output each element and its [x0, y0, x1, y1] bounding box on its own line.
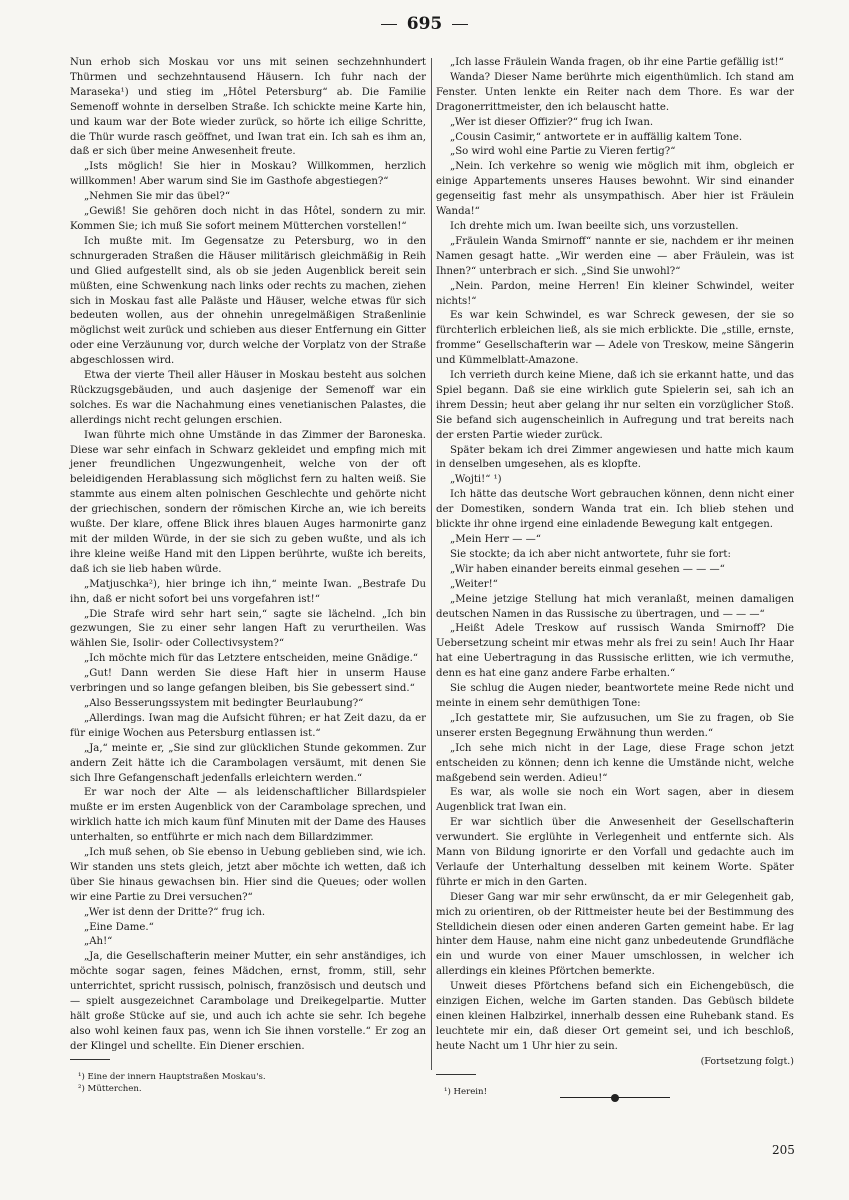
paragraph: „Nehmen Sie mir das übel?“	[84, 191, 231, 203]
end-ornament	[560, 1095, 670, 1101]
left-footnotes	[70, 1067, 426, 1095]
page-number-text: 695	[406, 14, 443, 34]
paragraph: Iwan führte mich ohne Umstände in das Zimmer der Baroneska. Diese war sehr einfach in Schwarz gekleidet und empfing mich mit jener freundlichen Ungezwungenheit, welche von der oft beleidigenden Herablassung sich möglichst fern zu halten weiß. Sie stammte aus einem alten polnischen Geschlechte und gehörte nicht der griechischen, sondern der römischen Kirche an, wie ich bereits wußte. Der klare, offene Blick ihres blauen Auges harmonirte ganz mit der milden Würde, in der sie sich zu geben wußte, und als ich ihre kleine weiße Hand mit den Lippen berührte, wußte ich bereits, daß ich sie lieb haben würde.	[70, 429, 426, 575]
paragraph: „Ich sehe mich nicht in der Lage, diese Frage schon jetzt entscheiden zu können; denn ich kenne die Umstände nicht, welche maßgebend sein werden. Adieu!“	[436, 742, 794, 784]
column-divider	[431, 58, 432, 1070]
paragraph: „Ich muß sehen, ob Sie ebenso in Uebung geblieben sind, wie ich. Wir standen uns stets gleich, jetzt aber möchte ich wetten, daß ich über Sie hinaus gewachsen bin. Hier sind die Queues; oder wollen wir eine Partie zu Drei versuchen?“	[70, 847, 426, 903]
paragraph: Ich verrieth durch keine Miene, daß ich sie erkannt hatte, und das Spiel begann. Daß sie eine wirklich gute Spielerin sei, sah ich an ihrem Dessin; heut aber gelang ihr nur selten ein vorzüglicher Stoß. Sie befand sich augenscheinlich in Aufregung und trat bereits nach der ersten Partie wieder zurück.	[436, 370, 794, 441]
paragraph: „Fräulein Wanda Smirnoff“ nannte er sie, nachdem er ihr meinen Namen gesagt hatte. „Wir werden eine — aber Fräulein, was ist Ihnen?“ unterbrach er sich. „Sind Sie unwohl?“	[436, 235, 794, 277]
sheet-number: 205	[772, 1143, 795, 1157]
continuation-note: (Fortsetzung folgt.)	[700, 1055, 794, 1067]
paragraph: „Ich möchte mich für das Letztere entscheiden, meine Gnädige.“	[84, 653, 418, 665]
paragraph: Wanda? Dieser Name berührte mich eigenthümlich. Ich stand am Fenster. Unten lenkte ein Reiter nach dem Thore. Es war der Dragonerrittmeister, den ich belauscht hatte.	[436, 71, 794, 113]
paragraph: „Cousin Casimir,“ antwortete er in auffällig kaltem Tone.	[450, 131, 743, 143]
paragraph: „Wer ist denn der Dritte?“ frug ich.	[84, 906, 266, 918]
paragraph: „Ich lasse Fräulein Wanda fragen, ob ihr eine Partie gefällig ist!“	[450, 57, 784, 68]
paragraph: Er war noch der Alte — als leidenschaftlicher Billardspieler mußte er im ersten Augenblick von der Carambolage sprechen, und wirklich hatte ich mich kaum fünf Minuten mit der Dame des Hauses unterhalten, so entführte er mich nach dem Billardzimmer.	[70, 787, 426, 844]
paragraph: „Die Strafe wird sehr hart sein,“ sagte sie lächelnd. „Ich bin gezwungen, Sie zu einer sehr langen Haft zu verurtheilen. Was wählen Sie, Isolir- oder Collectivsystem?“	[70, 608, 426, 650]
paragraph: „Gut! Dann werden Sie diese Haft hier in unserm Hause verbringen und so lange gefangen bleiben, bis Sie gebessert sind.“	[70, 668, 426, 695]
footnote: ²) Mütterchen.	[78, 1083, 142, 1094]
left-dash	[381, 24, 397, 25]
footnote: ¹) Herein!	[444, 1086, 488, 1097]
right-dash	[452, 24, 468, 25]
paragraph: Er war sichtlich über die Anwesenheit der Gesellschafterin verwundert. Sie erglühte in Verlegenheit und entfernte sich. Als Mann von Bildung ignorirte er den Vorfall und gedachte auch im Verlaufe der Unterhaltung desselben mit keinem Worte. Später führte er mich in den Garten.	[436, 817, 794, 888]
paragraph: Ich drehte mich um. Iwan beeilte sich, uns vorzustellen.	[450, 220, 739, 232]
paragraph: „Mein Herr — —“	[450, 534, 541, 545]
paragraph: „So wird wohl eine Partie zu Vieren fertig?“	[450, 146, 676, 158]
paragraph: „Nein. Ich verkehre so wenig wie möglich mit ihm, obgleich er einige Appartements unseres Hauses bewohnt. Wir sind einander gegenseitig fast mehr als unsympathisch. Aber hier ist Fräulein Wanda!“	[436, 161, 794, 218]
paragraph: „Ich gestattete mir, Sie aufzusuchen, um Sie zu fragen, ob Sie unserer ersten Begegnung Erwähnung thun werden.“	[436, 712, 794, 739]
paragraph: Es war, als wolle sie noch ein Wort sagen, aber in diesem Augenblick trat Iwan ein.	[436, 787, 794, 814]
paragraph: „Ja,“ meinte er, „Sie sind zur glücklichen Stunde gekommen. Zur andern Zeit hätte ich die Carambolagen versäumt, mit denen Sie sich Ihre Gefangenschaft jedenfalls erleichtern werden.“	[70, 742, 426, 784]
paragraph: „Meine jetzige Stellung hat mich veranlaßt, meinen damaligen deutschen Namen in das Russische zu übertragen, und — — —“	[436, 593, 794, 620]
paragraph: „Nein. Pardon, meine Herren! Ein kleiner Schwindel, weiter nichts!“	[436, 280, 794, 307]
footnote-rule	[70, 1059, 110, 1060]
footnote: ¹) Eine der innern Hauptstraßen Moskau's.	[78, 1071, 266, 1082]
left-column	[70, 56, 426, 1095]
paragraph: „Ja, die Gesellschafterin meiner Mutter, ein sehr anständiges, ich möchte sogar sagen, feines Mädchen, ernst, fromm, still, sehr unterrichtet, spricht russisch, polnisch, französisch und deutsch und — spielt ausgezeichnet Carambolage und Dreikegelpartie. Mutter hält große Stücke auf sie, und auch ich achte sie sehr. Ich begehe also wohl keinen faux pas, wenn ich Sie ihnen vorstelle.“ Er zog an der Klingel und schellte. Ein Diener erschien.	[70, 951, 426, 1052]
footnote-rule	[436, 1074, 476, 1075]
paragraph: Etwa der vierte Theil aller Häuser in Moskau besteht aus solchen Rückzugsgebäuden, und auch dasjenige der Semenoff war ein solches. Es war die Nachahmung eines venetianischen Palastes, die allerdings nicht recht gelungen erschien.	[70, 370, 426, 426]
paragraph: „Gewiß! Sie gehören doch nicht in das Hôtel, sondern zu mir. Kommen Sie; ich muß Sie sofort meinem Mütterchen vorstellen!“	[70, 206, 426, 232]
paragraph: Es war kein Schwindel, es war Schreck gewesen, der sie so fürchterlich erbleichen ließ, als sie mich erblickte. Die „stille, ernste, fromme“ Gesellschafterin war — Adele von Treskow, meine Sängerin und Kümmelblatt-Amazone.	[436, 310, 794, 367]
paragraph: „Wojti!“ ¹)	[450, 474, 502, 486]
paragraph: Sie stockte; da ich aber nicht antwortete, fuhr sie fort:	[450, 548, 731, 560]
paragraph: Ich hätte das deutsche Wort gebrauchen können, denn nicht einer der Domestiken, sondern Wanda trat ein. Ich blieb stehen und blickte ihr ohne irgend eine einladende Bewegung kalt entgegen.	[436, 489, 794, 531]
paragraph: „Ah!“	[84, 936, 113, 948]
paragraph: Später bekam ich drei Zimmer angewiesen und hatte mich kaum in denselben umgesehen, als es klopfte.	[436, 444, 794, 471]
paragraph: „Wir haben einander bereits einmal gesehen — — —“	[450, 563, 725, 575]
paragraph: Nun erhob sich Moskau vor uns mit seinen sechzehnhundert Thürmen und sechzehntausend Häusern. Ich fuhr nach der Maraseka¹) und stieg im „Hôtel Petersburg“ ab. Die Familie Semenoff wohnte in derselben Straße. Ich schickte meine Karte hin, und kaum war der Bote wieder zurück, so hörte ich eilige Schritte, die Thür wurde rasch geöffnet, und Iwan trat ein. Ich sah es ihm an, daß er sich über meine Anwesenheit freute.	[70, 57, 426, 158]
paragraph: „Weiter!“	[450, 578, 498, 590]
right-column	[436, 56, 794, 1098]
paragraph: „Also Besserungssystem mit bedingter Beurlaubung?“	[84, 697, 364, 709]
paragraph: „Heißt Adele Treskow auf russisch Wanda Smirnoff? Die Uebersetzung scheint mir etwas mehr als frei zu sein! Auch Ihr Haar hat eine Uebertragung in das Russische erlitten, wie ich vermuthe, denn es hat eine ganz andere Farbe erhalten.“	[436, 623, 794, 680]
paragraph: „Matjuschka²), hier bringe ich ihn,“ meinte Iwan. „Bestrafe Du ihn, daß er nicht sofort bei uns vorgefahren ist!“	[70, 578, 426, 605]
paragraph: Sie schlug die Augen nieder, beantwortete meine Rede nicht und meinte in einem sehr demüthigen Tone:	[436, 683, 794, 709]
paragraph: „Ists möglich! Sie hier in Moskau? Willkommen, herzlich willkommen! Aber warum sind Sie im Gasthofe abgestiegen?“	[70, 161, 426, 188]
page-number	[0, 14, 849, 34]
paragraph: „Wer ist dieser Offizier?“ frug ich Iwan.	[450, 116, 654, 128]
paragraph: Ich mußte mit. Im Gegensatze zu Petersburg, wo in den schnurgeraden Straßen die Häuser militärisch gleichmäßig in Reih und Glied aufgestellt sind, als ob sie jeden Augenblick bereit sein müßten, eine Schwenkung nach links oder rechts zu machen, ziehen sich in Moskau fast alle Paläste und Häuser, welche etwas für sich bedeuten wollen, aus der ohnehin unregelmäßigen Straßenlinie möglichst weit zurück und schieben aus dieser Entfernung ein Gitter oder eine Verzäunung vor, durch welche der Vorplatz von der Straße abgeschlossen wird.	[70, 235, 426, 367]
paragraph: Unweit dieses Pförtchens befand sich ein Eichengebüsch, die einzigen Eichen, welche im Garten standen. Das Gebüsch bildete einen kleinen Halbzirkel, innerhalb dessen eine Ruhebank stand. Es leuchtete mir ein, daß dieser Ort gemeint sei, und ich beschloß, heute Nacht um 1 Uhr hier zu sein.	[436, 981, 794, 1052]
paragraph: „Allerdings. Iwan mag die Aufsicht führen; er hat Zeit dazu, da er für einige Wochen aus Petersburg entlassen ist.“	[70, 712, 426, 739]
paragraph: „Eine Dame.“	[84, 921, 154, 933]
ornament-dot	[611, 1094, 619, 1102]
paragraph: Dieser Gang war mir sehr erwünscht, da er mir Gelegenheit gab, mich zu orientiren, ob der Rittmeister heute bei der Bestimmung des Stelldichein diesen oder einen anderen Garten gemeint habe. Er lag hinter dem Hause, nahm eine nicht ganz unbedeutende Grundfläche ein und wurde von einer Mauer umschlossen, in welcher ich allerdings ein kleines Pförtchen bemerkte.	[436, 891, 794, 978]
